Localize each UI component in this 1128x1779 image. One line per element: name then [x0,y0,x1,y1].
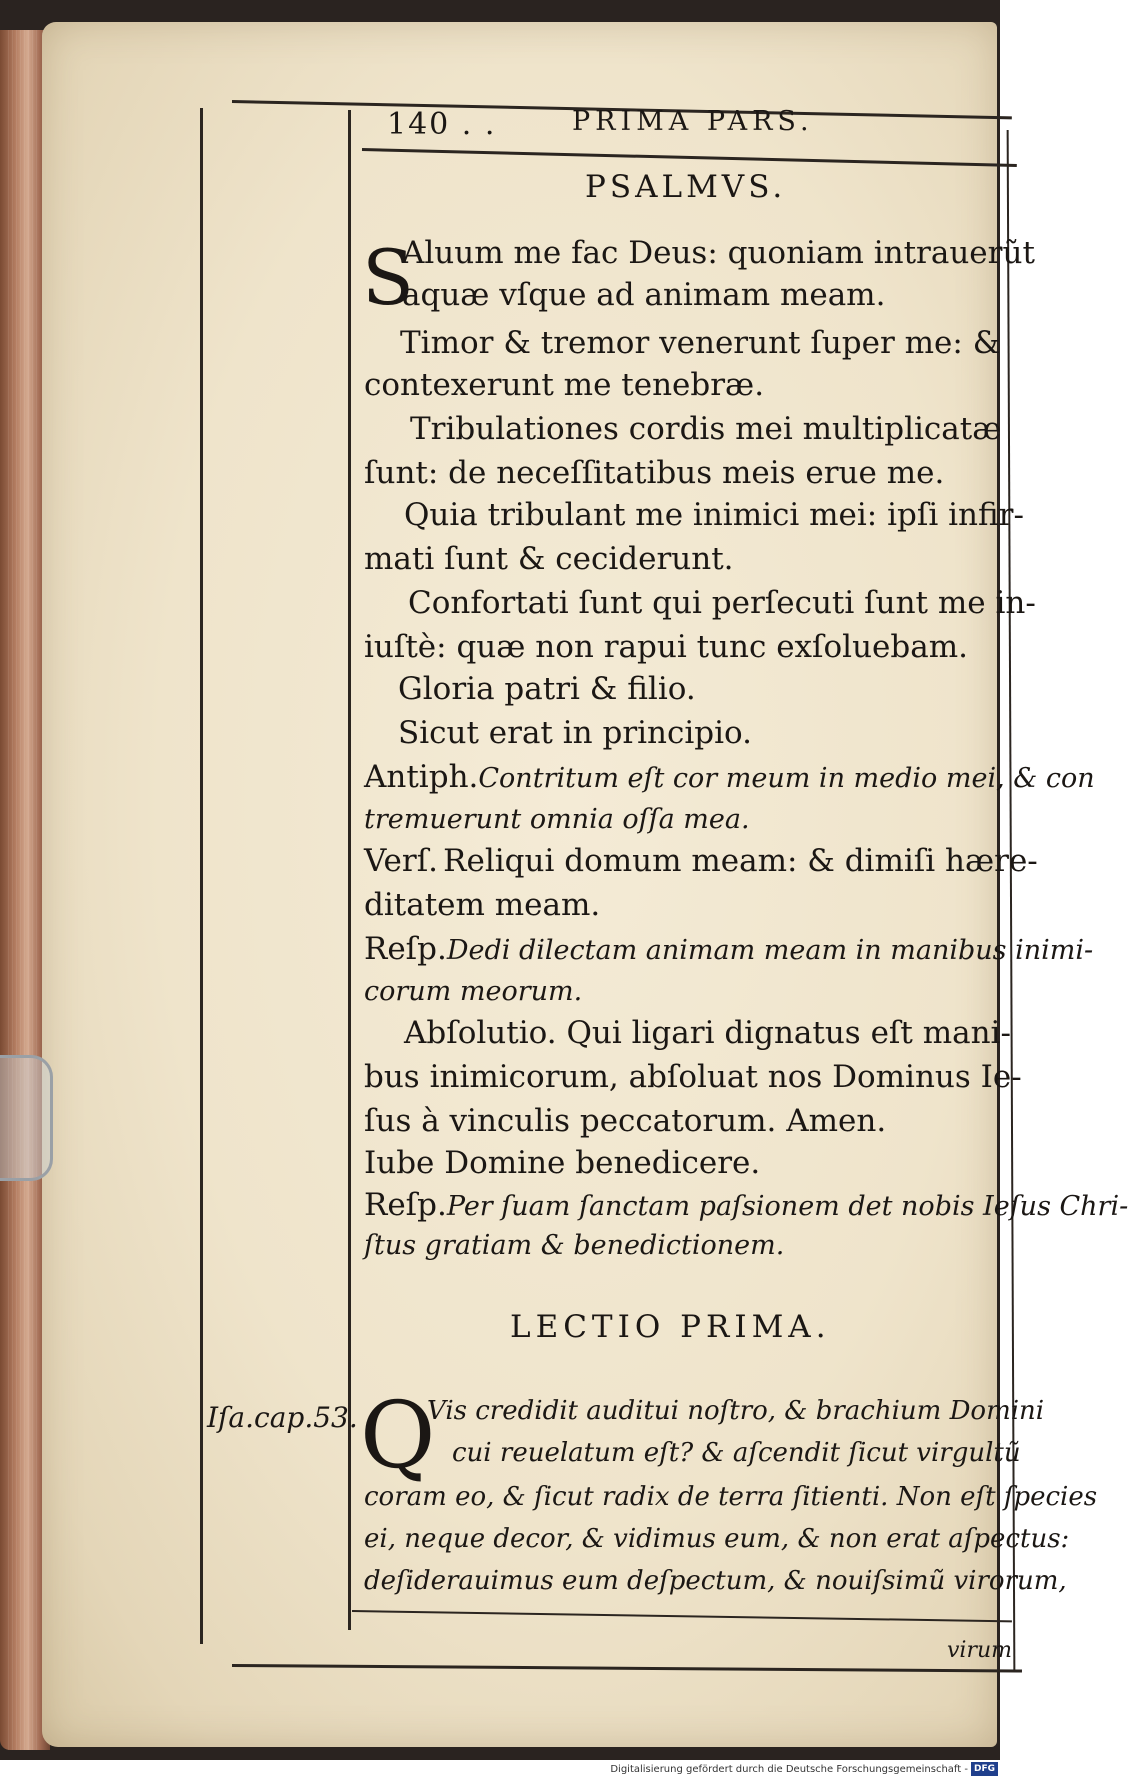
lectio-line: ei, neque decor, & vidimus eum, & non erat aſpectus: [364,1524,1070,1554]
lectio-drop-cap: Q [360,1382,436,1489]
response-line [364,931,1094,967]
page-clip [0,1055,53,1181]
psalm-line: Sicut erat in principio. [398,715,753,751]
margin-outer-rule [200,108,203,1644]
lectio-line: deſiderauimus eum deſpectum, & nouiſsimũ virorum, [364,1566,1067,1596]
response-text: ſtus gratiam & benedictionem. [364,1230,785,1261]
lectio-line: cui reuelatum eſt? & aſcendit ſicut virgultũ [452,1438,1021,1468]
response-text: Dedi dilectam animam meam in manibus inimi- [446,935,1094,966]
dfg-logo-badge: DFG [971,1762,998,1776]
psalm-line: Confortati ſunt qui perſecuti ſunt me in- [408,585,1036,621]
lectio-title: LECTIO PRIMA. [510,1309,831,1345]
psalm-line: Quia tribulant me inimici mei: ipſi infir- [404,497,1024,533]
absolutio-line: ſus à vinculis peccatorum. Amen. [364,1103,887,1139]
antiphon-line [364,759,1095,795]
marginal-reference: Iſa.cap.53. [207,1401,358,1434]
psalm-title: PSALMVS. [585,169,787,205]
psalm-line: ſunt: de neceſſitatibus meis erue me. [364,455,945,491]
page-number: 140 . . [387,107,497,142]
psalm-line: Gloria patri & filio. [398,671,696,707]
versicle-text: Reliqui domum meam: & dimiſi hære- [443,843,1038,879]
psalm-line: Tribulationes cordis mei multiplicatæ [410,411,1002,447]
book-page [42,22,1128,1747]
versicle-label: Verſ. [364,843,439,879]
psalm-drop-cap: S [362,233,415,322]
funding-footer [600,1760,998,1779]
response-line [364,1187,1128,1223]
absolutio-line: Iube Domine benedicere. [364,1145,761,1181]
response-text: Per ſuam ſanctam paſsionem det nobis Ieſus Chri- [446,1191,1128,1222]
psalm-line: aquæ vſque ad animam meam. [402,277,886,313]
funding-note: Digitalisierung gefördert durch die Deutsche Forschungsgemeinschaft - [610,1764,968,1775]
antiphon-text: Contritum eſt cor meum in medio mei, & con [478,763,1095,794]
response-label: Reſp. [364,931,447,967]
running-head: PRIMA PARS. [572,106,814,137]
response-text: corum meorum. [364,976,583,1007]
catchword: virum [947,1638,1013,1663]
psalm-line: Aluum me fac Deus: quoniam intrauerũt [402,235,1035,271]
absolutio-line: Abſolutio. Qui ligari dignatus eſt mani- [404,1015,1011,1051]
response-label: Reſp. [364,1187,447,1223]
psalm-line: iuſtè: quæ non rapui tunc exſoluebam. [364,629,968,665]
absolutio-line: bus inimicorum, abſoluat nos Dominus Ie- [364,1059,1022,1095]
bottom-frame-rule [232,1664,1022,1673]
psalm-line: mati ſunt & ceciderunt. [364,541,734,577]
psalm-line: Timor & tremor venerunt ſuper me: & [400,325,1001,361]
header-rule [362,148,1017,167]
lectio-line: Vis credidit auditui noſtro, & brachium Domini [427,1396,1045,1426]
versicle-line [364,843,1038,879]
versicle-text: ditatem meam. [364,887,601,923]
antiphon-text: tremuerunt omnia oſſa mea. [364,804,750,835]
psalm-line: contexerunt me tenebræ. [364,367,765,403]
text-bottom-rule [352,1610,1012,1622]
lectio-line: coram eo, & ſicut radix de terra ſitienti. Non eſt ſpecies [364,1482,1098,1512]
antiphon-label: Antiph. [364,759,479,795]
